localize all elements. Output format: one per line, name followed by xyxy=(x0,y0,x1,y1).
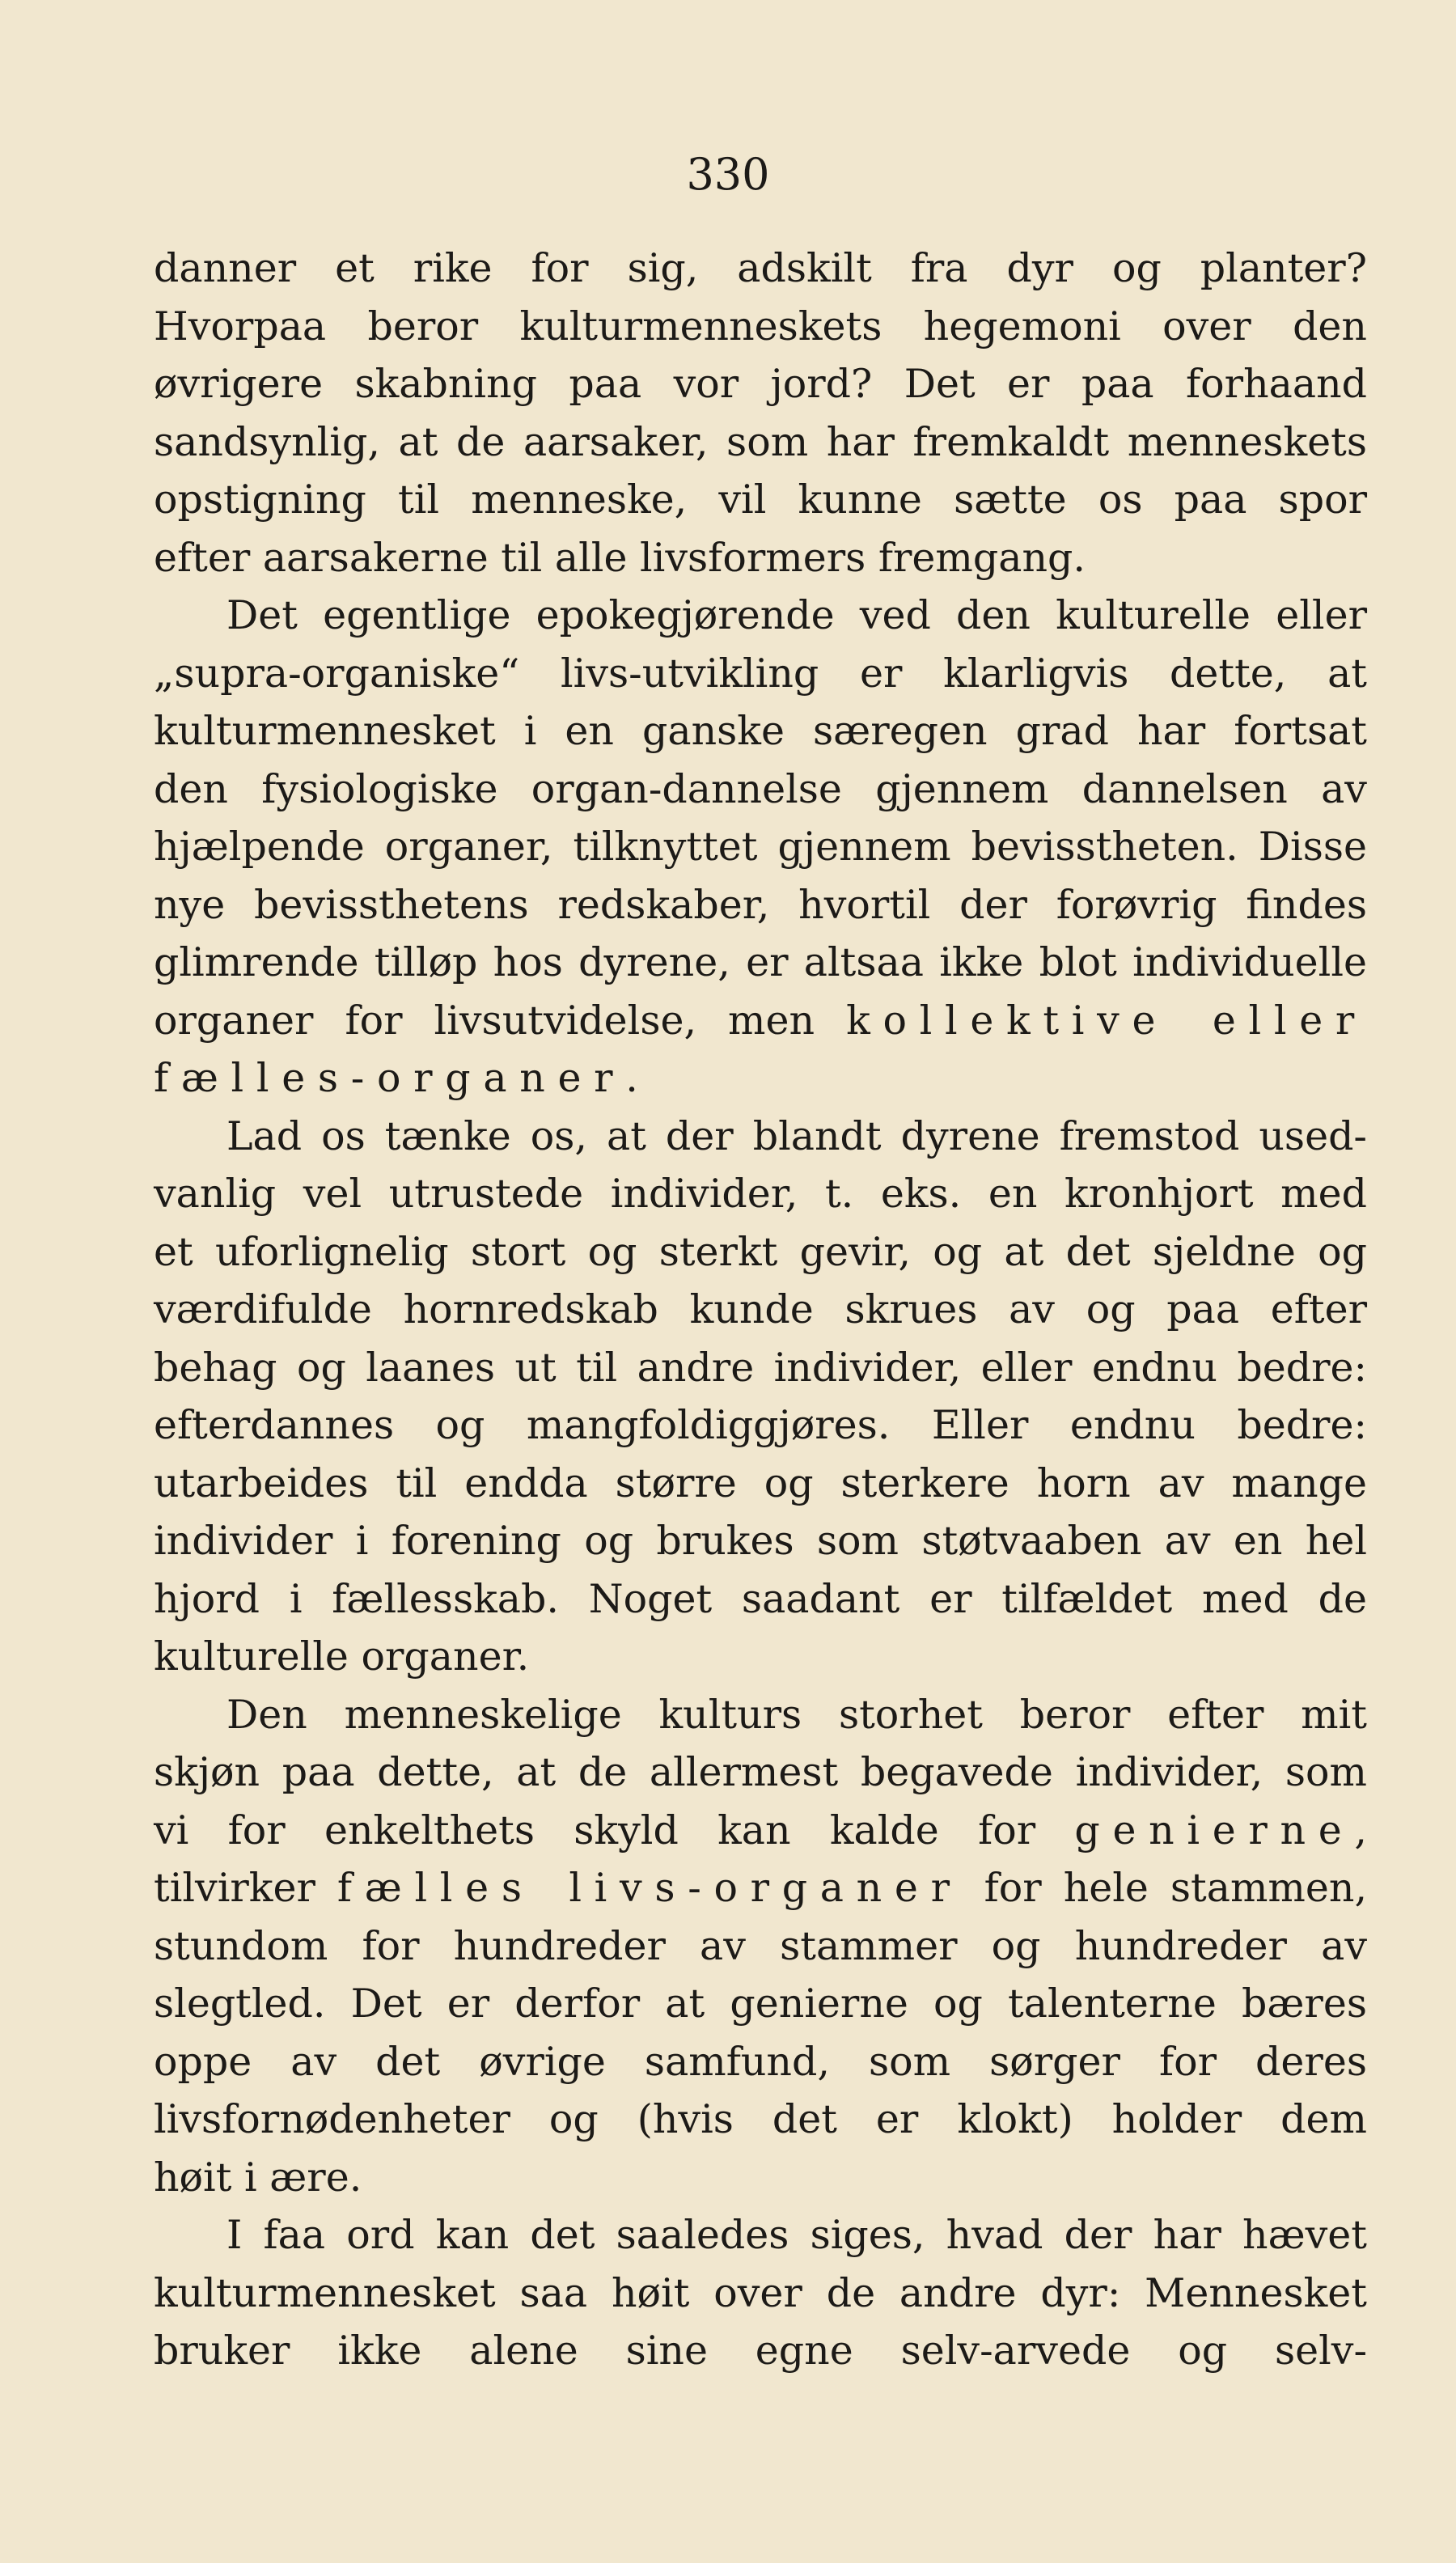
text-line: I faa ord kan det saaledes siges, hvad der har hævet xyxy=(226,2212,1367,2258)
text-fragment: . xyxy=(625,1055,638,1101)
text-line: hjælpende organer, tilknyttet gjennem bevisstheten. Disse xyxy=(154,824,1367,870)
text-line: glimrende tilløp hos dyrene, er altsaa ikke blot individuelle xyxy=(154,939,1367,985)
text-line: efter aarsakerne til alle livsformers fremgang. xyxy=(154,534,1086,581)
emphasized-text: kollektive eller xyxy=(846,997,1367,1044)
text-line: sandsynlig, at de aarsaker, som har fremkaldt menneskets xyxy=(154,418,1367,465)
emphasized-text: fælles livs-organer xyxy=(336,1865,963,1911)
emphasized-text: genierne xyxy=(1074,1807,1355,1853)
text-line: slegtled. Det er derfor at genierne og talenterne bæres xyxy=(154,1980,1367,2027)
text-line: høit i ære. xyxy=(154,2154,362,2201)
text-line: øvrigere skabning paa vor jord? Det er paa forhaand xyxy=(154,361,1367,407)
text-fragment: tilvirker xyxy=(154,1865,337,1911)
text-fragment: vi for enkelthets skyld kan kalde for xyxy=(154,1807,1075,1853)
text-line: stundom for hundreder av stammer og hundreder av xyxy=(154,1922,1367,1969)
text-line: nye bevissthetens redskaber, hvortil der forøvrig findes xyxy=(154,881,1367,928)
emphasized-text: fælles-organer xyxy=(154,1055,626,1101)
text-line xyxy=(154,1049,1367,1108)
text-line: Den menneskelige kulturs storhet beror efter mit xyxy=(226,1691,1367,1738)
text-line: livsfornødenheter og (hvis det er klokt) holder dem xyxy=(154,2096,1367,2142)
text-fragment: organer for livsutvidelse, men xyxy=(154,997,847,1044)
text-line: kulturmennesket saa høit over de andre dyr: Mennesket xyxy=(154,2269,1367,2316)
text-line: et uforlignelig stort og sterkt gevir, og at det sjeldne og xyxy=(154,1228,1367,1275)
text-line: kulturmennesket i en ganske særegen grad har fortsat xyxy=(154,708,1367,754)
text-line: opstigning til menneske, vil kunne sætte os paa spor xyxy=(154,477,1367,523)
body-text xyxy=(154,239,1367,2380)
text-line: individer i forening og brukes som støtvaaben av en hel xyxy=(154,1518,1367,1564)
text-line: „supra-organiske“ livs-utvikling er klarligvis dette, at xyxy=(154,650,1367,697)
text-line: danner et rike for sig, adskilt fra dyr og planter? xyxy=(154,245,1367,291)
text-line: vanlig vel utrustede individer, t. eks. en kronhjort med xyxy=(154,1171,1367,1217)
text-line: Lad os tænke os, at der blandt dyrene fremstod used- xyxy=(226,1112,1367,1159)
text-line: oppe av det øvrige samfund, som sørger for deres xyxy=(154,2038,1367,2085)
text-line: bruker ikke alene sine egne selv-arvede og selv- xyxy=(154,2328,1367,2374)
text-line: Hvorpaa beror kulturmenneskets hegemoni over den xyxy=(154,303,1367,350)
text-line: værdifulde hornredskab kunde skrues av og paa efter xyxy=(154,1286,1367,1332)
text-line: utarbeides til endda større og sterkere horn av mange xyxy=(154,1459,1367,1506)
text-line xyxy=(154,1859,1367,1917)
text-line: skjøn paa dette, at de allermest begavede individer, som xyxy=(154,1749,1367,1795)
text-line: Det egentlige epokegjørende ved den kulturelle eller xyxy=(226,592,1367,638)
text-line: hjord i fællesskab. Noget saadant er tilfældet med de xyxy=(154,1575,1367,1622)
text-line xyxy=(154,992,1367,1050)
text-line xyxy=(154,1802,1367,1860)
text-line: den fysiologiske organ-dannelse gjennem dannelsen av xyxy=(154,765,1367,812)
text-fragment: , xyxy=(1354,1807,1367,1853)
text-fragment: for hele stammen, xyxy=(962,1865,1368,1911)
page-number: 330 xyxy=(686,149,770,200)
text-line: kulturelle organer. xyxy=(154,1633,530,1680)
text-line: efterdannes og mangfoldiggjøres. Eller endnu bedre: xyxy=(154,1402,1367,1448)
text-line: behag og laanes ut til andre individer, eller endnu bedre: xyxy=(154,1344,1367,1391)
